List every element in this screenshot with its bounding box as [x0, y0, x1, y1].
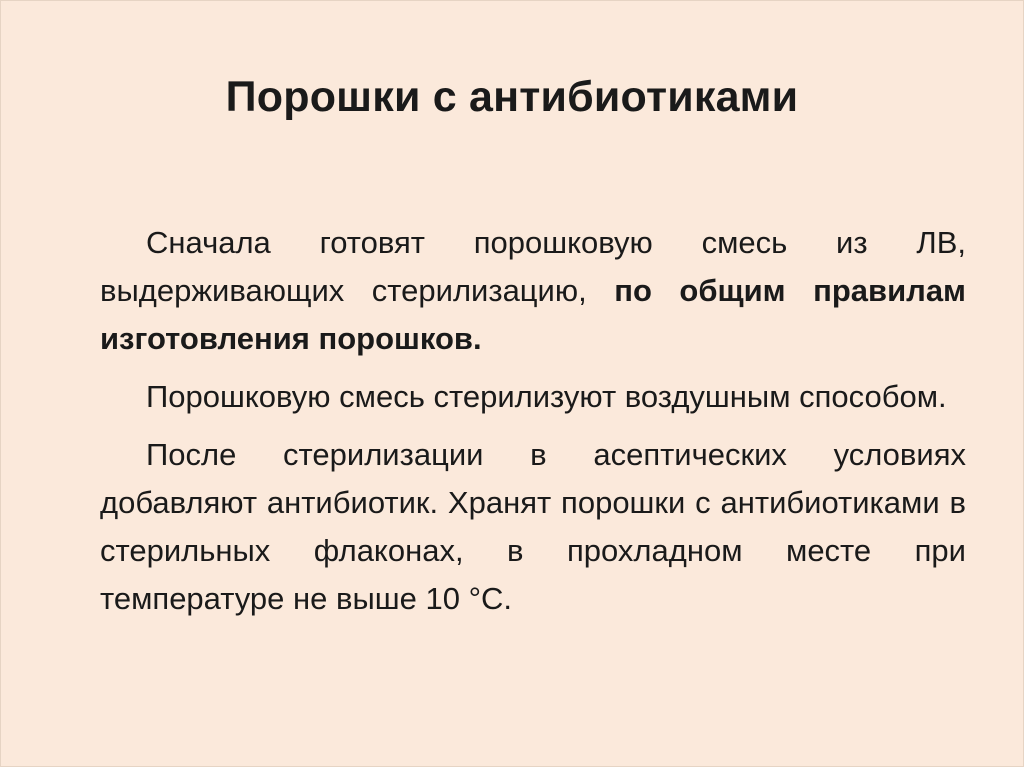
paragraph-2 — [100, 373, 966, 421]
paragraph-1 — [100, 219, 966, 363]
paragraph-3-text: После стерилизации в асептических условиях добавляют антибиотик. Хранят порошки с антибиотиками в стерильных флаконах, в прохладном месте при температуре не выше 10 °С. — [100, 437, 966, 616]
paragraph-1-bold-text: по общим правилам изготовления порошков. — [100, 273, 966, 356]
slide-title: Порошки с антибиотиками — [225, 73, 799, 121]
paragraph-2-text: Порошковую смесь стерилизуют воздушным способом. — [146, 379, 947, 414]
paragraph-3 — [100, 431, 966, 623]
paragraph-1-text: Сначала готовят порошковую смесь из ЛВ, выдерживающих стерилизацию, — [100, 225, 966, 308]
slide-body — [100, 219, 966, 633]
